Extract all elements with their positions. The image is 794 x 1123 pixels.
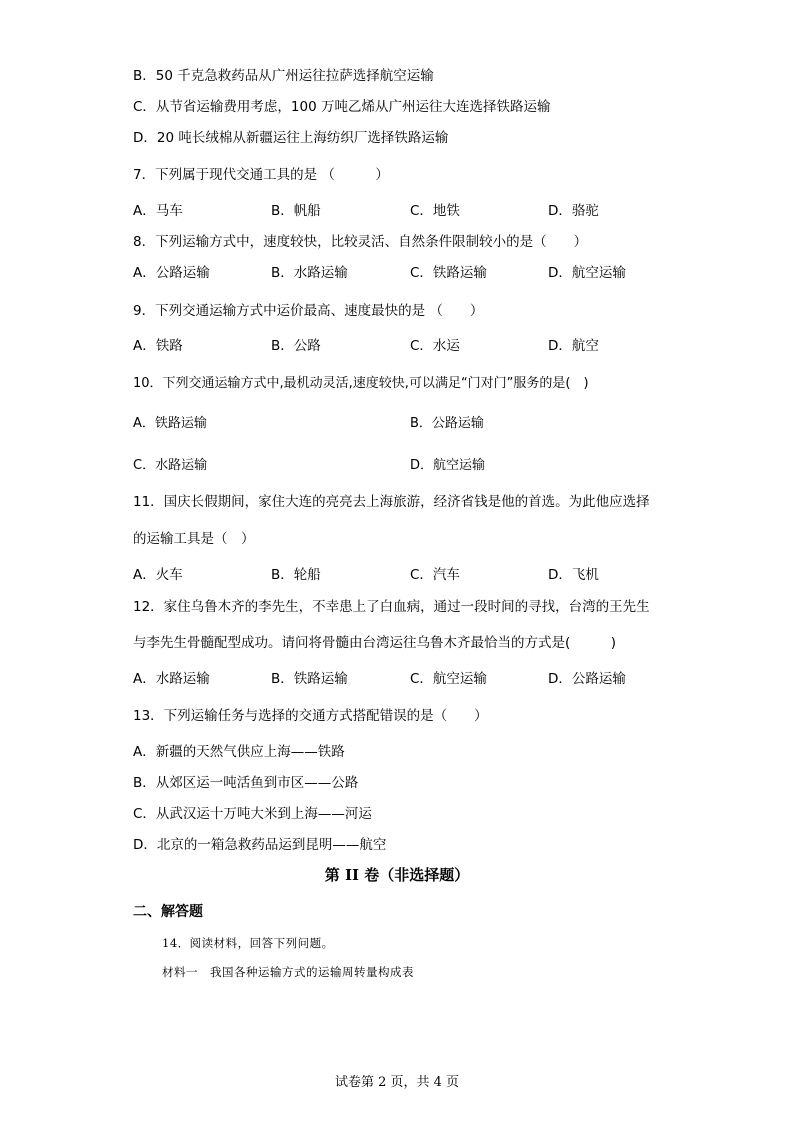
q11-option-b: B．轮船 [271, 567, 321, 583]
q8-option-b: B．水路运输 [271, 265, 348, 281]
question-13: 13．下列运输任务与选择的交通方式搭配错误的是（ ） [133, 708, 488, 724]
q13-option-c: C．从武汉运十万吨大米到上海——河运 [133, 806, 372, 822]
q9-option-c: C．水运 [410, 338, 460, 354]
q12-option-b: B．铁路运输 [271, 671, 348, 687]
q8-option-c: C．铁路运输 [410, 265, 487, 281]
question-11-line1: 11．国庆长假期间，家住大连的亮亮去上海旅游，经济省钱是他的首选。为此他应选择 [133, 494, 650, 510]
q13-option-b: B．从郊区运一吨活鱼到市区——公路 [133, 775, 359, 791]
question-7: 7．下列属于现代交通工具的是 （ ） [133, 167, 389, 183]
material-1-caption: 材料一 我国各种运输方式的运输周转量构成表 [162, 965, 414, 979]
option-c-q6: C．从节省运输费用考虑，100 万吨乙烯从广州运往大连选择铁路运输 [133, 99, 551, 115]
q10-option-a: A．铁路运输 [133, 416, 207, 431]
q8-option-d: D．航空运输 [548, 265, 626, 281]
question-10: 10．下列交通运输方式中,最机动灵活,速度较快,可以满足“门对门”服务的是( ) [133, 376, 589, 391]
page-footer: 试卷第 2 页，共 4 页 [334, 1075, 460, 1090]
q10-option-c: C．水路运输 [133, 458, 208, 473]
question-14: 14．阅读材料，回答下列问题。 [162, 936, 334, 950]
q11-option-d: D．飞机 [548, 567, 599, 583]
q12-option-c: C．航空运输 [410, 671, 487, 687]
section-title: 二、解答题 [133, 904, 203, 920]
q13-option-a: A．新疆的天然气供应上海——铁路 [133, 744, 345, 760]
q9-option-a: A．铁路 [133, 338, 183, 354]
option-b-q6: B．50 千克急救药品从广州运往拉萨选择航空运输 [133, 68, 434, 84]
question-9: 9．下列交通运输方式中运价最高、速度最快的是 （ ） [133, 303, 484, 319]
q7-option-d: D．骆驼 [548, 203, 599, 219]
q10-option-d: D．航空运输 [410, 458, 486, 473]
question-11-line2: 的运输工具是（ ） [133, 531, 255, 547]
question-8: 8．下列运输方式中，速度较快，比较灵活、自然条件限制较小的是（ ） [133, 234, 588, 250]
q10-option-b: B．公路运输 [410, 416, 484, 431]
question-12-line1: 12．家住乌鲁木齐的李先生，不幸患上了白血病，通过一段时间的寻找，台湾的王先生 [133, 599, 650, 615]
q9-option-b: B．公路 [271, 338, 321, 354]
q7-option-c: C．地铁 [410, 203, 460, 219]
question-12-line2: 与李先生骨髓配型成功。请问将骨髓由台湾运往乌鲁木齐最恰当的方式是( ) [133, 635, 617, 651]
q7-option-b: B．帆船 [271, 203, 321, 219]
q13-option-d: D．北京的一箱急救药品运到昆明——航空 [133, 837, 387, 853]
q9-option-d: D．航空 [548, 338, 599, 354]
q12-option-d: D．公路运输 [548, 671, 626, 687]
q7-option-a: A．马车 [133, 203, 183, 219]
option-d-q6: D．20 吨长绒棉从新疆运往上海纺织厂选择铁路运输 [133, 130, 449, 146]
part2-title: 第 II 卷（非选择题） [324, 866, 470, 884]
q11-option-a: A．火车 [133, 567, 183, 583]
q11-option-c: C．汽车 [410, 567, 460, 583]
q12-option-a: A．水路运输 [133, 671, 210, 687]
q8-option-a: A．公路运输 [133, 265, 210, 281]
